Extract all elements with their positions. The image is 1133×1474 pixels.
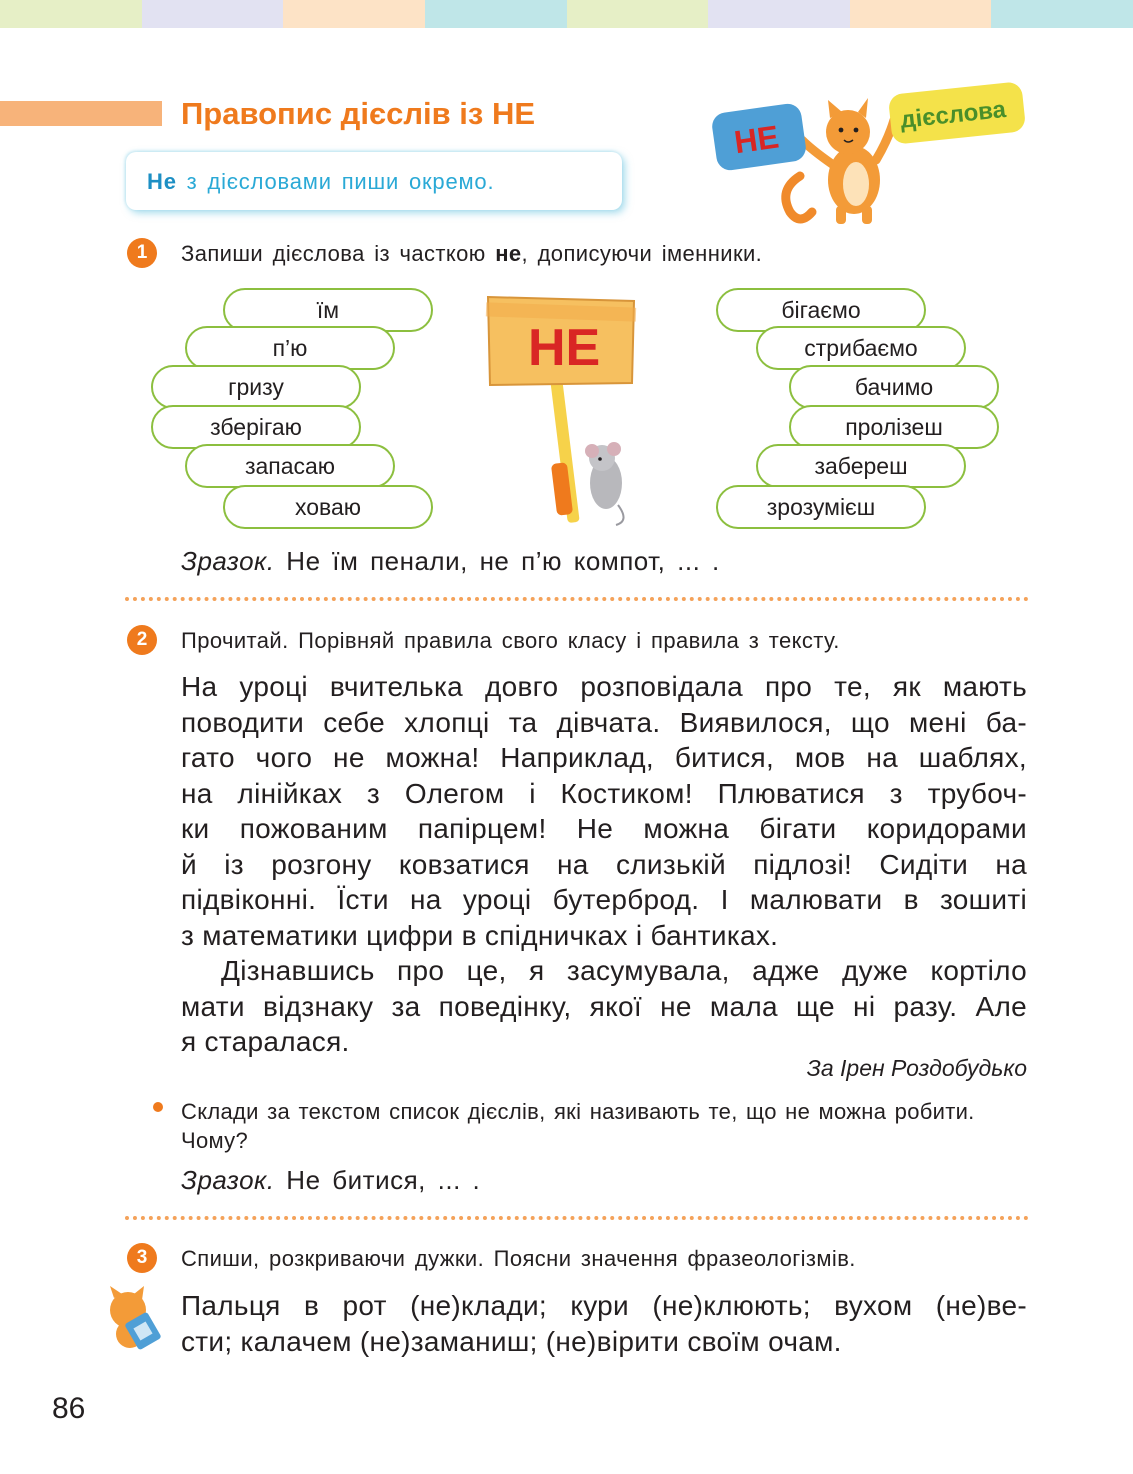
text-line: мати відзнаку за поведінку, якої не мала ще ні разу. Але: [181, 990, 1027, 1022]
strip-segment: [567, 0, 709, 28]
dotted-divider: [125, 597, 1029, 601]
sample-label: Зразок.: [181, 1165, 275, 1195]
right-word-pill: пролізеш: [789, 405, 999, 449]
strip-segment: [991, 0, 1133, 28]
text-line: ки пожованим папірцем! Не можна бігати коридорами: [181, 813, 1027, 844]
top-color-strip: [0, 0, 1133, 28]
svg-text:дієслова: дієслова: [899, 95, 1008, 134]
rule-bold: Не: [147, 169, 177, 194]
exercise-1-task-bold: не: [495, 241, 522, 266]
left-word-pill: зберігаю: [151, 405, 361, 449]
text-line: поводити себе хлопці та дівчата. Виявилося, що мені ба-: [181, 706, 1027, 738]
exercise-1-badge: 1: [127, 238, 157, 268]
cat-with-book-icon: [102, 1286, 164, 1352]
exercise-1-task: [181, 241, 762, 267]
left-word-pill: п’ю: [185, 326, 395, 370]
right-word-pill: бігаємо: [716, 288, 926, 332]
page-number: 86: [52, 1392, 86, 1425]
text-line: я старалася.: [181, 1026, 350, 1057]
text-line: гато чого не можна! Наприклад, битися, мов на шаблях,: [181, 742, 1027, 773]
exercise-2-subtask: Склади за текстом список дієслів, які називають те, що не можна робити. Чому?: [181, 1099, 975, 1153]
strip-segment: [142, 0, 284, 28]
strip-segment: [708, 0, 850, 28]
left-word-pill: гризу: [151, 365, 361, 409]
svg-text:НЕ: НЕ: [528, 319, 601, 377]
left-word-pill: запасаю: [185, 444, 395, 488]
rule-box: [126, 152, 622, 210]
exercise-2-task: Прочитай. Порівняй правила свого класу і правила з тексту.: [181, 628, 840, 653]
exercise-1-task-text-end: , дописуючи іменники.: [521, 241, 763, 266]
right-word-pill: бачимо: [789, 365, 999, 409]
exercise-3-badge: 3: [127, 1243, 157, 1273]
title-accent-bar: [0, 101, 162, 126]
exercise-3-text: [181, 1288, 1027, 1359]
left-word-pill: їм: [223, 288, 433, 332]
text-line: Дізнавшись про це, я засумувала, адже дуже кортіло: [221, 955, 1027, 986]
sample-text: Не битися, ... .: [274, 1165, 481, 1195]
ne-sign-with-mouse-illustration: [484, 293, 640, 529]
exercise-1-task-text: Запиши дієслова із часткою: [181, 241, 496, 266]
page-title: Правопис дієслів із НЕ: [181, 96, 536, 131]
author-attribution: За Ірен Роздобудько: [806, 1055, 1027, 1081]
dotted-divider: [125, 1216, 1029, 1220]
rule-text: з дієсловами пиши окремо.: [176, 169, 495, 194]
sample-text: Не їм пенали, не п’ю компот, ... .: [274, 546, 720, 576]
reading-text: [181, 669, 1027, 1060]
right-word-pill: забереш: [756, 444, 966, 488]
strip-segment: [850, 0, 992, 28]
right-word-pill: зрозумієш: [716, 485, 926, 529]
strip-segment: [425, 0, 567, 28]
exercise-1-sample: [181, 546, 720, 577]
svg-text:НЕ: НЕ: [732, 118, 782, 161]
text-line: сти; калачем (не)заманиш; (не)вірити своїм очам.: [181, 1325, 842, 1357]
right-word-pill: стрибаємо: [756, 326, 966, 370]
text-line: з математики цифри в спідничках і бантиках.: [181, 919, 779, 951]
text-line: Пальця в рот (не)клади; кури (не)клюють; вухом (не)ве-: [181, 1290, 1027, 1321]
text-line: й із розгону ковзатися на слизькій підлозі! Сидіти на: [181, 848, 1027, 880]
bullet-icon: [153, 1102, 163, 1112]
exercise-2-sample: [181, 1165, 480, 1196]
sample-label: Зразок.: [181, 546, 275, 576]
strip-segment: [283, 0, 425, 28]
text-line: підвіконні. Їсти на уроці бутерброд. І малювати в зошиті: [181, 884, 1027, 915]
exercise-3-task: Спиши, розкриваючи дужки. Поясни значення фразеологізмів.: [181, 1246, 856, 1271]
left-word-pill: ховаю: [223, 485, 433, 529]
cat-with-signs-illustration: [708, 80, 1030, 230]
text-line: На уроці вчителька довго розповідала про те, як мають: [181, 671, 1027, 702]
text-line: на лінійках з Олегом і Костиком! Плюватися з трубоч-: [181, 777, 1027, 809]
exercise-2-badge: 2: [127, 625, 157, 655]
strip-segment: [0, 0, 142, 28]
